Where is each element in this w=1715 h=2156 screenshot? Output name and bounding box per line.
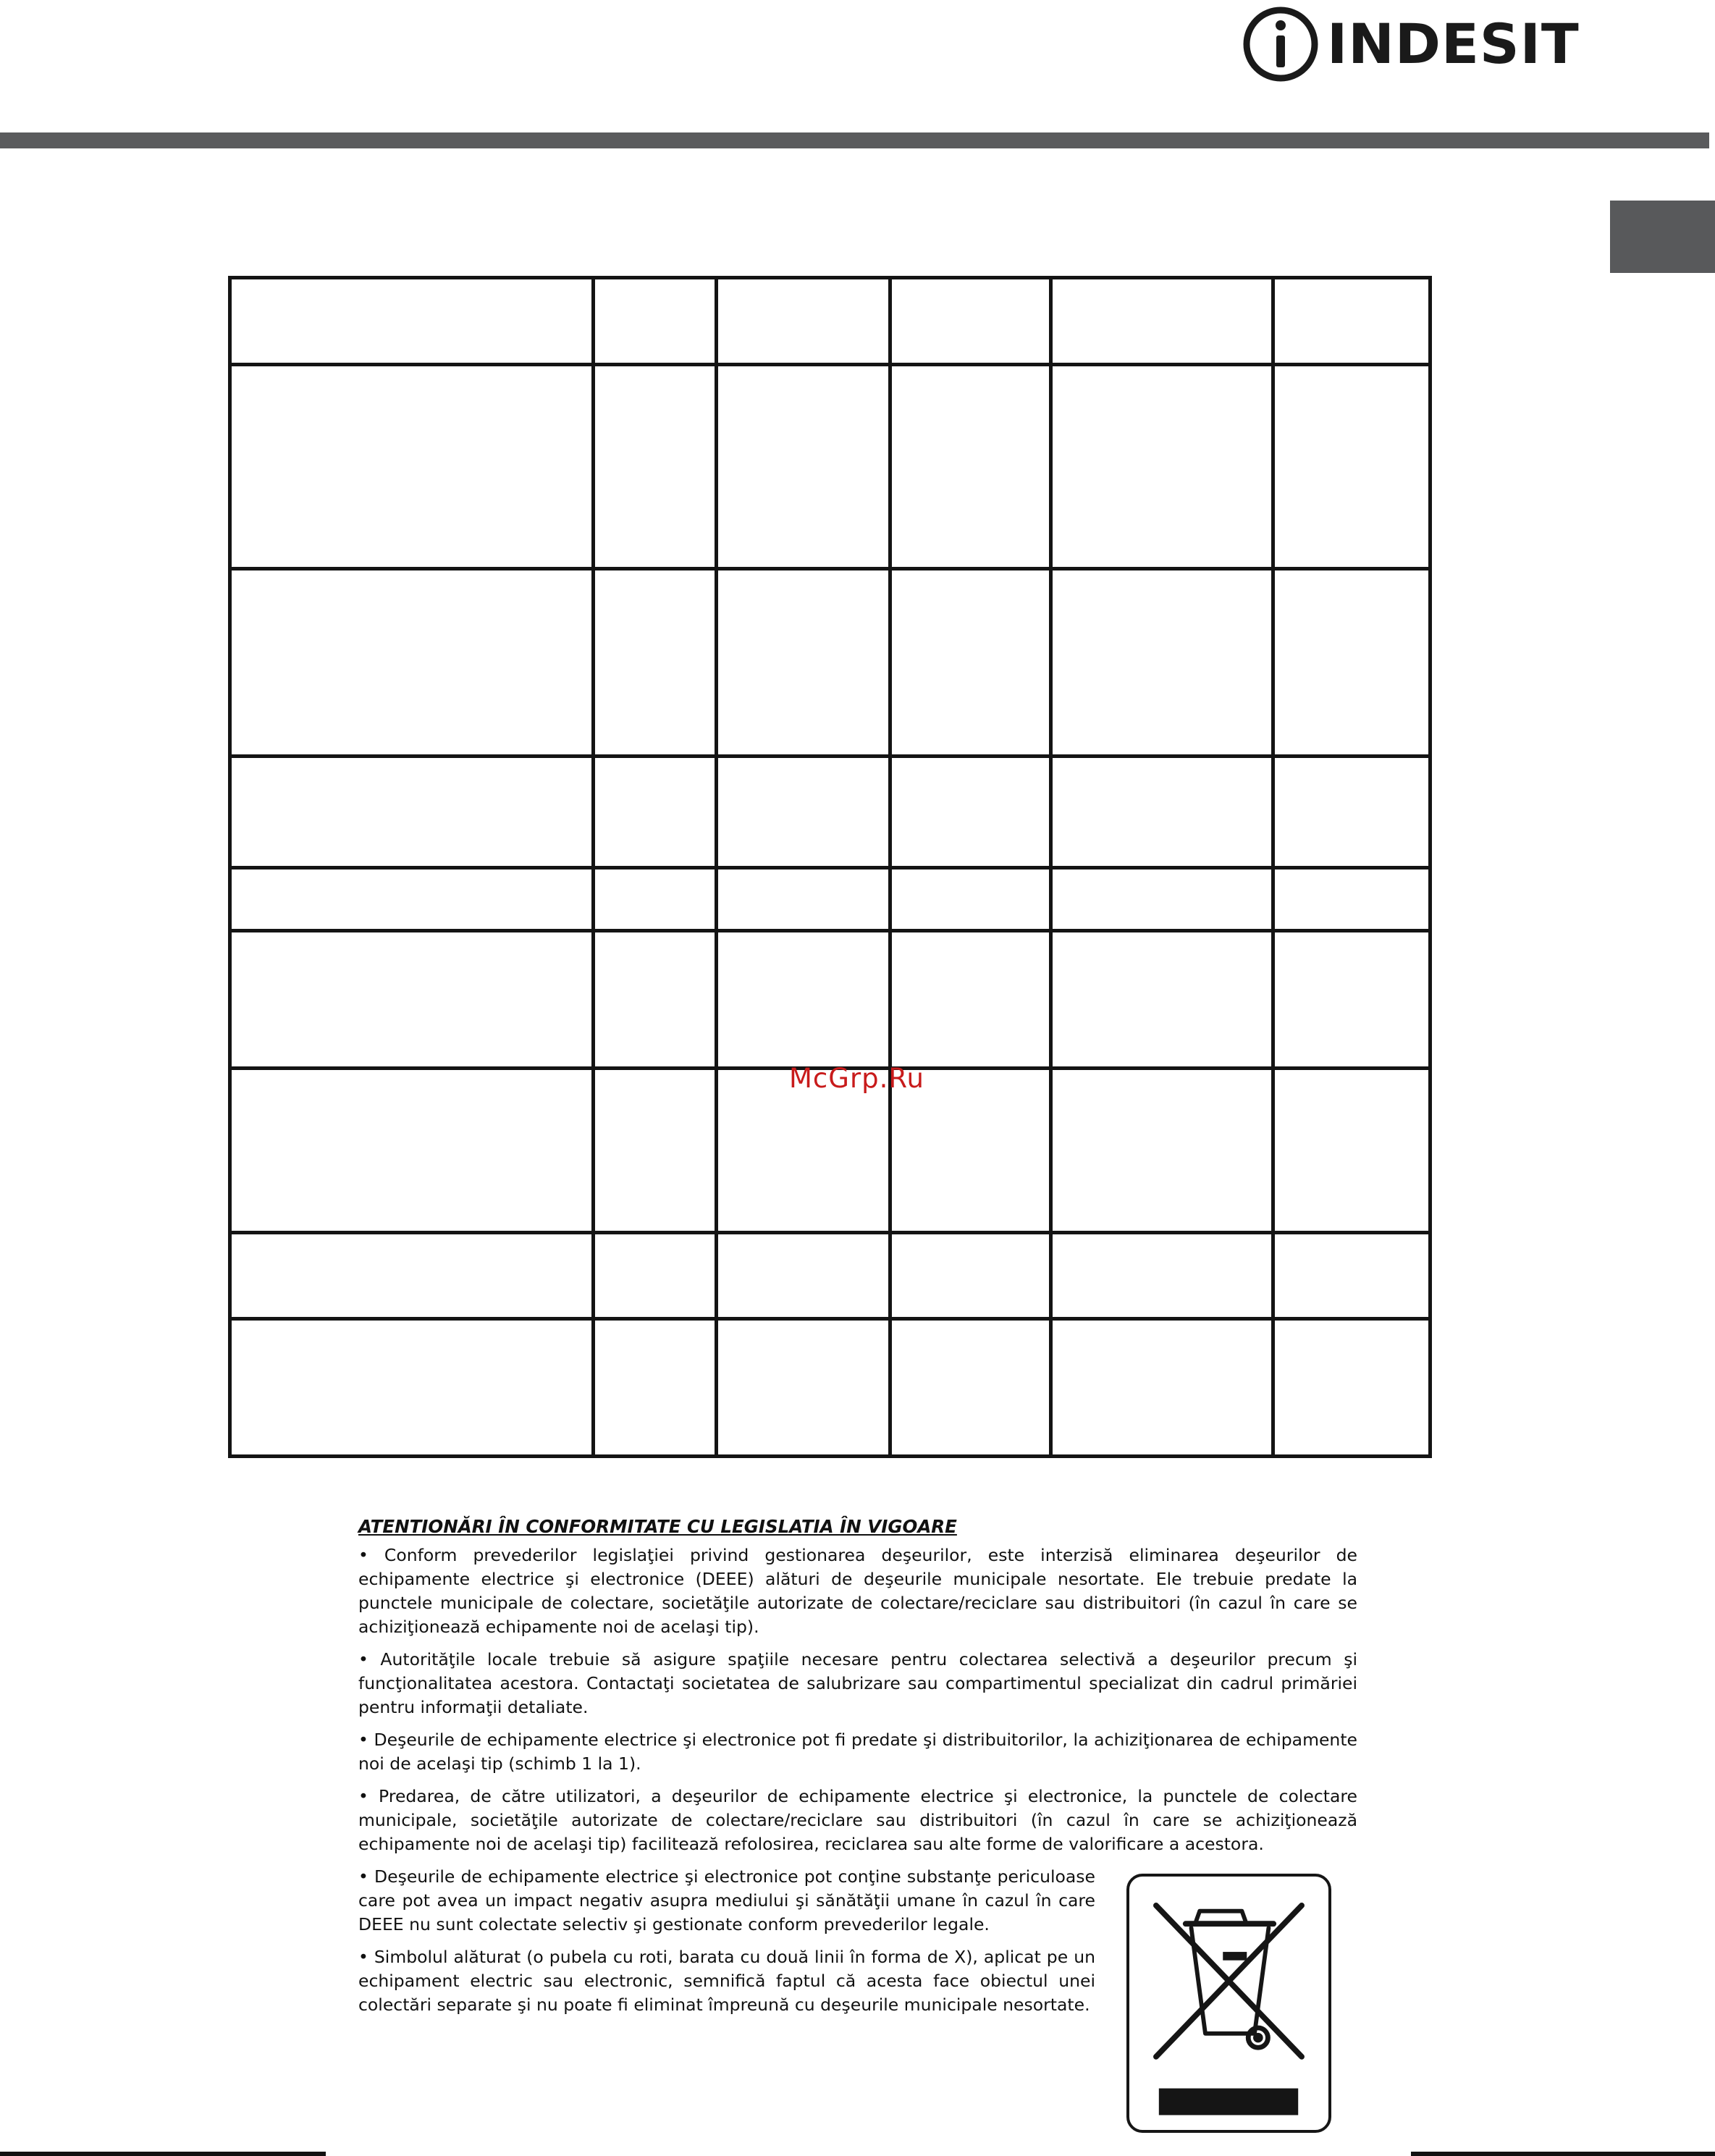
notice-paragraph: • Conform prevederilor legislaţiei privind gestionarea deşeurilor, este interzisă eliminarea deşeurilor de echipamente electrice şi electronice (DEEE) alături de deşeurile municipale nesortate. Ele trebuie predate la punctele municipale de colectare, societăţile autorizate de colectare/reciclare sau distribuitori (în cazul în care se achiziţionează echipamente noi de acelaşi tip).: [358, 1545, 1357, 1637]
table-cell: [717, 931, 890, 1069]
notice-title: ATENTIONĂRI ÎN CONFORMITATE CU LEGISLATIA ÎN VIGOARE: [358, 1516, 957, 1537]
notice-paragraph: • Deşeurile de echipamente electrice şi electronice pot conţine substanţe periculoase care pot avea un impact negativ asupra mediului şi sănătăţii umane în cazul în care DEEE nu sunt colectate selectiv şi gestionate conform prevederilor legale.: [358, 1866, 1095, 1934]
table-cell: [890, 569, 1051, 757]
table-row: [230, 365, 1430, 569]
table-cell: [1273, 931, 1430, 1069]
brand-name: INDESIT: [1327, 12, 1580, 76]
notice-paragraph: • Autorităţile locale trebuie să asigure spaţiile necesare pentru colectarea selectivă a deşeurilor precum şi funcţionalitatea acestora. Contactaţi societatea de salubrizare sau compartimentul specializat din cadrul primăriei pentru informaţii detaliate.: [358, 1649, 1357, 1717]
table-cell: [717, 1233, 890, 1319]
table-cell: [1273, 868, 1430, 931]
table-cell: [1051, 931, 1273, 1069]
table-cell: [230, 569, 594, 757]
table-cell: [890, 1233, 1051, 1319]
table-row: [230, 278, 1430, 365]
table-cell: [230, 1069, 594, 1233]
table-cell: [594, 1233, 717, 1319]
notice-paragraph: • Deşeurile de echipamente electrice şi electronice pot fi predate şi distribuitorilor, la achiziţionarea de echipamente noi de acelaşi tip (schimb 1 la 1).: [358, 1730, 1357, 1774]
table-row: [230, 868, 1430, 931]
table-cell: [594, 1319, 717, 1457]
table-cell: [717, 868, 890, 931]
footer-rule-right: [1411, 2152, 1715, 2156]
table-cell: [1051, 1069, 1273, 1233]
table-cell: [717, 757, 890, 868]
footer-rule-left: [0, 2152, 326, 2156]
table-cell: [594, 931, 717, 1069]
table-row: [230, 931, 1430, 1069]
table-cell: [1051, 278, 1273, 365]
table-cell: [1273, 1319, 1430, 1457]
table-cell: [1273, 757, 1430, 868]
table-cell: [594, 1069, 717, 1233]
table-cell: [230, 757, 594, 868]
indesit-logo: [1242, 4, 1580, 84]
table-cell: [230, 931, 594, 1069]
header-divider-bar: [0, 132, 1709, 148]
table-cell: [890, 1319, 1051, 1457]
table-cell: [594, 278, 717, 365]
table-cell: [1051, 1233, 1273, 1319]
table-cell: [594, 868, 717, 931]
table-cell: [890, 278, 1051, 365]
table-cell: [594, 365, 717, 569]
crossed-bin-icon: [1129, 1877, 1328, 2130]
table-cell: [1273, 569, 1430, 757]
table-cell: [1273, 1069, 1430, 1233]
weee-symbol: [1126, 1874, 1331, 2133]
table-cell: [890, 757, 1051, 868]
indesit-logo-icon: [1242, 5, 1320, 83]
table-cell: [717, 1319, 890, 1457]
table-cell: [890, 365, 1051, 569]
table-cell: [594, 757, 717, 868]
notice-paragraph: • Simbolul alăturat (o pubela cu roti, barata cu două linii în forma de X), aplicat pe un echipament electric sau electronic, semnifică faptul că acesta face obiectul unei colectări separate şi nu poate fi eliminat împreună cu deşeurile municipale nesortate.: [358, 1947, 1095, 2015]
table-cell: [1051, 868, 1273, 931]
table-cell: [1273, 1233, 1430, 1319]
table-cell: [717, 569, 890, 757]
specifications-table: [228, 276, 1432, 1458]
table-row: [230, 569, 1430, 757]
table-row: [230, 1319, 1430, 1457]
section-tab-marker: [1610, 201, 1715, 273]
table-cell: [230, 868, 594, 931]
table-cell: [1273, 278, 1430, 365]
table-cell: [230, 278, 594, 365]
table-cell: [717, 365, 890, 569]
table-cell: [717, 278, 890, 365]
table-cell: [594, 569, 717, 757]
table-cell: [890, 868, 1051, 931]
table-cell: [230, 365, 594, 569]
watermark-text: McGrp.Ru: [789, 1063, 924, 1094]
table-cell: [1051, 569, 1273, 757]
table-cell: [1273, 365, 1430, 569]
table-cell: [1051, 1319, 1273, 1457]
table-cell: [1051, 757, 1273, 868]
table-cell: [890, 931, 1051, 1069]
table-cell: [230, 1319, 594, 1457]
table-cell: [1051, 365, 1273, 569]
table-row: [230, 757, 1430, 868]
table-cell: [230, 1233, 594, 1319]
table-row: [230, 1233, 1430, 1319]
notice-paragraph: • Predarea, de către utilizatori, a deşeurilor de echipamente electrice şi electronice, la punctele de colectare municipale, societăţile autorizate de colectare/reciclare sau distribuitori (în cazul în care se achiziţionează echipamente noi de acelaşi tip) facilitează refolosirea, reciclarea sau alte forme de valorificare a acestora.: [358, 1786, 1357, 1854]
